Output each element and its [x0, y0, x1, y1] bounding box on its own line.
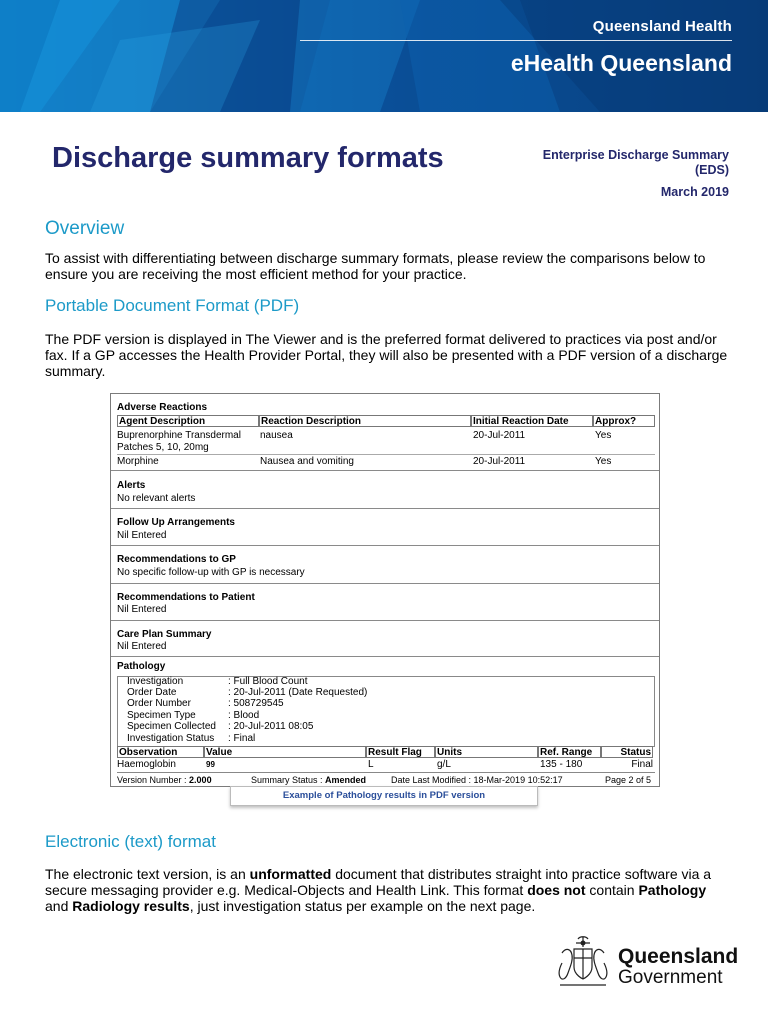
pathology-field-key: Specimen Type [127, 710, 196, 721]
version-footer [117, 775, 212, 785]
bold-run: Pathology [638, 882, 707, 898]
adverse-reactions-section [111, 394, 659, 471]
adverse-cell: Patches 5, 10, 20mg [117, 442, 209, 453]
recommendations-patient-section [111, 583, 659, 621]
pathology-field-value: : Full Blood Count [228, 676, 308, 687]
follow-up-section [111, 508, 659, 546]
version-label: Version Number : [117, 775, 187, 785]
pathology-field-key: Investigation Status [127, 733, 215, 744]
row-divider [117, 454, 655, 455]
meta-line-1: Enterprise Discharge Summary [542, 148, 729, 162]
adverse-reactions-label: Adverse Reactions [117, 402, 208, 413]
meta-line-2: (EDS) [694, 163, 729, 177]
pdf-heading: Portable Document Format (PDF) [45, 296, 300, 315]
adverse-cell: Morphine [117, 456, 159, 467]
status-value: Amended [325, 775, 367, 785]
alerts-value: No relevant alerts [117, 493, 196, 504]
row-divider [117, 772, 655, 773]
pathology-result-cell: g/L [437, 759, 451, 770]
col-value: Value [204, 746, 366, 758]
adverse-cell: Yes [595, 430, 612, 441]
care-plan-section [111, 620, 659, 657]
bold-run: does not [527, 882, 586, 898]
pathology-result-cell: L [368, 759, 374, 770]
pathology-field-key: Order Number [127, 698, 191, 709]
pathology-field-value: : Final [228, 733, 256, 744]
recommendations-gp-value: No specific follow-up with GP is necessary [117, 567, 305, 578]
col-reaction-description: Reaction Description [259, 415, 471, 427]
modified-footer: Date Last Modified : 18-Mar-2019 10:52:17 [391, 775, 563, 785]
recommendations-gp-label: Recommendations to GP [117, 554, 236, 565]
alerts-section [111, 470, 659, 509]
pathology-field-value: : 20-Jul-2011 08:05 [228, 721, 314, 732]
adverse-cell: Buprenorphine Transdermal [117, 430, 241, 441]
meta-date: March 2019 [660, 185, 729, 199]
follow-up-label: Follow Up Arrangements [117, 517, 235, 528]
pathology-field-key: Investigation [127, 676, 184, 687]
electronic-heading: Electronic (text) format [45, 832, 216, 851]
col-approx: Approx? [593, 415, 655, 427]
col-ref-range: Ref. Range [538, 746, 601, 758]
page-title: Discharge summary formats [52, 142, 444, 174]
queensland-health-logo-text: Queensland Health [592, 18, 732, 35]
text-run: document that distributes straight into practice software via a secure messaging provider e.g. Medical-Objects and Health Link. This format [45, 866, 712, 898]
ehealth-queensland-text: eHealth Queensland [510, 50, 732, 76]
pathology-field-key: Order Date [127, 687, 177, 698]
banner-rule [300, 40, 732, 41]
pdf-example-image [110, 393, 660, 787]
text-run: , just investigation status per example on the next page. [189, 898, 536, 914]
col-result-flag: Result Flag [366, 746, 435, 758]
text-run: and [45, 898, 73, 914]
follow-up-value: Nil Entered [117, 530, 167, 541]
col-initial-reaction-date: Initial Reaction Date [471, 415, 593, 427]
pathology-result-cell: 135 - 180 [540, 759, 583, 770]
col-status: Status [601, 746, 653, 758]
pdf-text: The PDF version is displayed in The Viewer and is the preferred format delivered to practices via post and/or fax. If a GP accesses the Health Provider Portal, they will also be presented with a PDF version of a discharge summary. [45, 331, 728, 379]
adverse-cell: Yes [595, 456, 612, 467]
government-line-1: Queensland [618, 945, 739, 968]
bold-run: Radiology results [72, 898, 190, 914]
recommendations-patient-value: Nil Entered [117, 604, 167, 615]
pathology-result-cell: Haemoglobin [117, 759, 176, 770]
pathology-field-value: : 508729545 [228, 698, 284, 709]
overview-text: To assist with differentiating between discharge summary formats, please review the comparisons below to ensure you are receiving the most efficient method for your practice. [45, 250, 706, 282]
recommendations-patient-label: Recommendations to Patient [117, 592, 255, 603]
coat-of-arms-icon [554, 935, 612, 991]
government-line-2: Government [618, 967, 723, 988]
page-footer: Page 2 of 5 [604, 775, 651, 785]
pathology-field-value: : 20-Jul-2011 (Date Requested) [228, 687, 368, 698]
pathology-result-cell: Final [631, 759, 653, 770]
header-banner [0, 0, 768, 112]
col-agent-description: Agent Description [117, 415, 259, 427]
text-run: The electronic text version, is an [45, 866, 250, 882]
pathology-field-value: : Blood [228, 710, 260, 721]
example-caption: Example of Pathology results in PDF version [230, 786, 538, 806]
pathology-label: Pathology [117, 661, 166, 672]
adverse-cell: nausea [260, 430, 293, 441]
status-label: Summary Status : [251, 775, 323, 785]
electronic-text [45, 866, 730, 914]
overview-heading: Overview [45, 218, 125, 239]
col-observation: Observation [117, 746, 204, 758]
recommendations-gp-section [111, 545, 659, 584]
pathology-field-key: Specimen Collected [127, 721, 216, 732]
bold-run: unformatted [249, 866, 332, 882]
care-plan-value: Nil Entered [117, 641, 167, 652]
alerts-label: Alerts [117, 480, 146, 491]
version-number: 2.000 [189, 775, 212, 785]
pathology-result-cell: 99 [206, 760, 215, 769]
adverse-cell: 20-Jul-2011 [473, 456, 526, 467]
care-plan-label: Care Plan Summary [117, 629, 212, 640]
adverse-cell: 20-Jul-2011 [473, 430, 526, 441]
document-meta [543, 148, 729, 200]
pathology-details [117, 676, 655, 747]
adverse-cell: Nausea and vomiting [260, 456, 354, 467]
col-units: Units [435, 746, 538, 758]
text-run: contain [585, 882, 639, 898]
status-footer [251, 775, 366, 785]
